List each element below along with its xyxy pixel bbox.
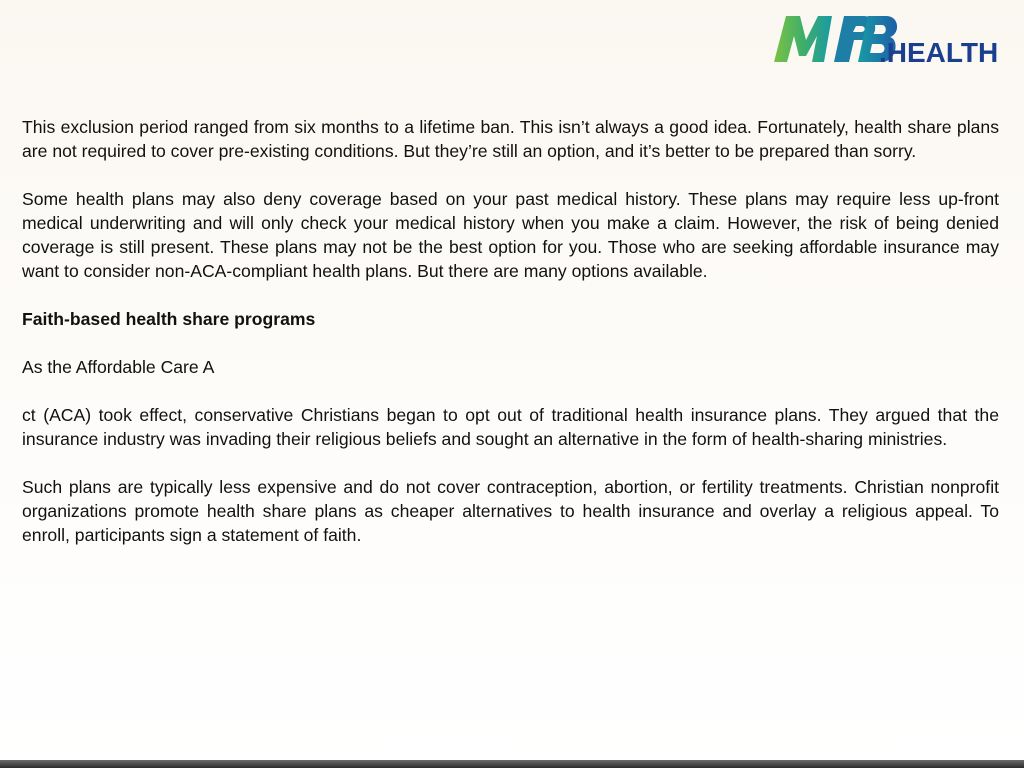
paragraph-plan-costs: Such plans are typically less expensive and do not cover contraception, abortion, or fertility treatments. Christian nonprofit organizations promote health share plans as cheaper alternatives to health insurance and overlay a religious appeal. To enroll, participants sign a statement of faith. [22, 477, 999, 545]
logo-health-text: .HEALTH [879, 37, 999, 66]
logo-m-shape [774, 16, 832, 62]
paragraph-exclusion-period: This exclusion period ranged from six months to a lifetime ban. This isn’t always a good idea. Fortunately, health share plans are not required to cover pre-existing conditions. But they’re still an option, and it’s better to be prepared than sorry. [22, 117, 999, 161]
section-heading: Faith-based health share programs [22, 309, 316, 329]
mpb-health-logo [772, 12, 1004, 66]
paragraph-aca-continued: ct (ACA) took effect, conservative Christians began to opt out of traditional health insurance plans. They argued that the insurance industry was invading their religious beliefs and sought an alternative in the form of health-sharing ministries. [22, 405, 999, 449]
bottom-border-bar [0, 760, 1024, 768]
paragraph-aca-fragment: As the Affordable Care A [22, 357, 215, 377]
mpb-logo-graphic [772, 12, 1004, 66]
article-body [22, 115, 999, 571]
paragraph-medical-history: Some health plans may also deny coverage based on your past medical history. These plans may require less up-front medical underwriting and will only check your medical history when you make a claim. However, the risk of being denied coverage is still present. These plans may not be the best option for you. Those who are seeking affordable insurance may want to consider non-ACA-compliant health plans. But there are many options available. [22, 189, 999, 281]
